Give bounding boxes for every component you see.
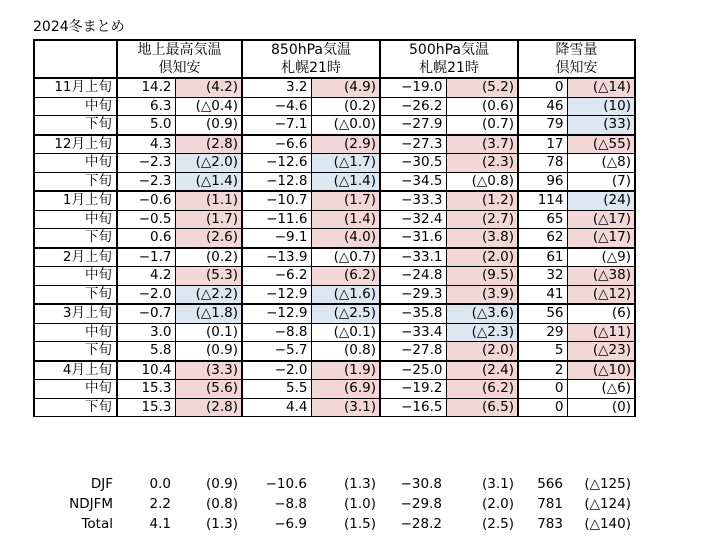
snowfall-anomaly: (△17) <box>567 210 635 229</box>
snowfall-anomaly: (△9) <box>567 248 635 267</box>
row-label: 中旬 <box>34 380 117 399</box>
temp-500hpa-value: −27.9 <box>380 116 446 135</box>
temp-500hpa-value: −29.3 <box>380 285 446 304</box>
surface-max-temp-anomaly: (2.6) <box>175 229 242 248</box>
surface-max-temp-anomaly: (1.1) <box>175 191 242 210</box>
header-snowfall: 降雪量 倶知安 <box>518 40 635 78</box>
temp-850hpa-anomaly: (△2.5) <box>311 304 380 323</box>
summary-row <box>33 494 634 514</box>
summary-t: 4.1 <box>149 516 171 532</box>
snowfall-value: 78 <box>518 154 567 173</box>
snowfall-value: 96 <box>518 172 567 191</box>
summary-sa: (△125) <box>584 476 631 492</box>
header-surface-max-temp: 地上最高気温 倶知安 <box>117 40 242 78</box>
temp-500hpa-value: −19.2 <box>380 380 446 399</box>
summary-p500: −30.8 <box>400 476 442 492</box>
temp-850hpa-anomaly: (2.9) <box>311 135 380 154</box>
temp-850hpa-value: −5.7 <box>242 342 311 361</box>
surface-max-temp-value: −1.7 <box>117 248 175 267</box>
summary-ta: (1.3) <box>205 516 238 532</box>
table-row <box>34 116 635 135</box>
table-row <box>34 323 635 342</box>
temp-500hpa-value: −24.8 <box>380 267 446 286</box>
summary-label: DJF <box>90 476 113 492</box>
temp-500hpa-anomaly: (5.2) <box>446 78 518 97</box>
summary-p850: −10.6 <box>265 476 307 492</box>
row-label: 下旬 <box>34 116 117 135</box>
snowfall-value: 0 <box>518 398 567 417</box>
snowfall-value: 2 <box>518 361 567 380</box>
surface-max-temp-anomaly: (1.7) <box>175 210 242 229</box>
table-row <box>34 304 635 323</box>
surface-max-temp-value: −2.3 <box>117 172 175 191</box>
temp-500hpa-value: −27.8 <box>380 342 446 361</box>
row-label: 中旬 <box>34 267 117 286</box>
temp-850hpa-value: −2.0 <box>242 361 311 380</box>
table-row <box>34 248 635 267</box>
header-500hpa-temp: 500hPa気温 札幌21時 <box>380 40 518 78</box>
surface-max-temp-anomaly: (5.6) <box>175 380 242 399</box>
surface-max-temp-anomaly: (△2.0) <box>175 154 242 173</box>
table-row <box>34 191 635 210</box>
surface-max-temp-anomaly: (2.8) <box>175 135 242 154</box>
surface-max-temp-value: 5.8 <box>117 342 175 361</box>
temp-850hpa-value: −11.6 <box>242 210 311 229</box>
temp-500hpa-value: −33.1 <box>380 248 446 267</box>
surface-max-temp-anomaly: (△1.4) <box>175 172 242 191</box>
temp-850hpa-value: 5.5 <box>242 380 311 399</box>
temp-850hpa-value: −6.6 <box>242 135 311 154</box>
surface-max-temp-anomaly: (3.3) <box>175 361 242 380</box>
snowfall-anomaly: (△6) <box>567 380 635 399</box>
snowfall-value: 5 <box>518 342 567 361</box>
temp-850hpa-value: −6.2 <box>242 267 311 286</box>
table-row <box>34 172 635 191</box>
surface-max-temp-value: 3.0 <box>117 323 175 342</box>
snowfall-anomaly: (10) <box>567 97 635 116</box>
snowfall-value: 79 <box>518 116 567 135</box>
surface-max-temp-value: 5.0 <box>117 116 175 135</box>
temp-850hpa-anomaly: (1.9) <box>311 361 380 380</box>
surface-max-temp-anomaly: (△0.4) <box>175 97 242 116</box>
snowfall-value: 65 <box>518 210 567 229</box>
temp-850hpa-anomaly: (△0.7) <box>311 248 380 267</box>
snowfall-value: 0 <box>518 380 567 399</box>
row-label: 12月上旬 <box>34 135 117 154</box>
temp-500hpa-anomaly: (0.6) <box>446 97 518 116</box>
snowfall-anomaly: (33) <box>567 116 635 135</box>
temp-850hpa-anomaly: (△0.0) <box>311 116 380 135</box>
surface-max-temp-value: 15.3 <box>117 380 175 399</box>
surface-max-temp-anomaly: (4.2) <box>175 78 242 97</box>
temp-850hpa-value: −12.9 <box>242 285 311 304</box>
surface-max-temp-value: −2.3 <box>117 154 175 173</box>
row-label: 中旬 <box>34 210 117 229</box>
row-label: 中旬 <box>34 97 117 116</box>
temp-850hpa-anomaly: (1.7) <box>311 191 380 210</box>
surface-max-temp-value: −0.6 <box>117 191 175 210</box>
snowfall-value: 62 <box>518 229 567 248</box>
snowfall-value: 56 <box>518 304 567 323</box>
snowfall-anomaly: (△11) <box>567 323 635 342</box>
summary-p500: −29.8 <box>400 496 442 512</box>
temp-500hpa-anomaly: (0.7) <box>446 116 518 135</box>
temp-500hpa-anomaly: (△2.3) <box>446 323 518 342</box>
snowfall-anomaly: (△10) <box>567 361 635 380</box>
row-label: 下旬 <box>34 398 117 417</box>
surface-max-temp-value: 14.2 <box>117 78 175 97</box>
surface-max-temp-value: 6.3 <box>117 97 175 116</box>
temp-850hpa-value: −10.7 <box>242 191 311 210</box>
temp-500hpa-anomaly: (3.9) <box>446 285 518 304</box>
row-label: 下旬 <box>34 285 117 304</box>
temp-850hpa-value: −7.1 <box>242 116 311 135</box>
temp-500hpa-anomaly: (2.4) <box>446 361 518 380</box>
temp-500hpa-value: −30.5 <box>380 154 446 173</box>
summary-table <box>33 39 636 417</box>
temp-500hpa-value: −27.3 <box>380 135 446 154</box>
temp-500hpa-value: −25.0 <box>380 361 446 380</box>
summary-t: 2.2 <box>149 496 171 512</box>
table-row <box>34 361 635 380</box>
row-label: 4月上旬 <box>34 361 117 380</box>
snowfall-anomaly: (△38) <box>567 267 635 286</box>
temp-500hpa-anomaly: (1.2) <box>446 191 518 210</box>
summary-label: NDJFM <box>69 496 113 512</box>
temp-500hpa-anomaly: (3.7) <box>446 135 518 154</box>
table-row <box>34 267 635 286</box>
summary-row <box>33 514 634 534</box>
summary-p850a: (1.0) <box>343 496 376 512</box>
snowfall-anomaly: (△8) <box>567 154 635 173</box>
temp-850hpa-value: 3.2 <box>242 78 311 97</box>
snowfall-value: 17 <box>518 135 567 154</box>
temp-500hpa-anomaly: (3.8) <box>446 229 518 248</box>
temp-850hpa-anomaly: (4.0) <box>311 229 380 248</box>
summary-p850a: (1.5) <box>343 516 376 532</box>
snowfall-anomaly: (7) <box>567 172 635 191</box>
temp-500hpa-value: −34.5 <box>380 172 446 191</box>
surface-max-temp-value: −0.7 <box>117 304 175 323</box>
temp-850hpa-anomaly: (△1.4) <box>311 172 380 191</box>
temp-500hpa-value: −31.6 <box>380 229 446 248</box>
summary-p500a: (3.1) <box>481 476 514 492</box>
summary-p500: −28.2 <box>400 516 442 532</box>
row-label: 2月上旬 <box>34 248 117 267</box>
surface-max-temp-value: 15.3 <box>117 398 175 417</box>
snowfall-value: 46 <box>518 97 567 116</box>
surface-max-temp-anomaly: (5.3) <box>175 267 242 286</box>
temp-500hpa-value: −26.2 <box>380 97 446 116</box>
summary-row <box>33 474 634 494</box>
temp-500hpa-anomaly: (2.0) <box>446 248 518 267</box>
temp-500hpa-anomaly: (2.3) <box>446 154 518 173</box>
temp-850hpa-anomaly: (3.1) <box>311 398 380 417</box>
snowfall-anomaly: (24) <box>567 191 635 210</box>
temp-500hpa-value: −35.8 <box>380 304 446 323</box>
table-row <box>34 97 635 116</box>
temp-500hpa-anomaly: (6.5) <box>446 398 518 417</box>
table-row <box>34 398 635 417</box>
temp-500hpa-anomaly: (2.7) <box>446 210 518 229</box>
summary-s: 566 <box>537 476 563 492</box>
surface-max-temp-value: 4.2 <box>117 267 175 286</box>
snowfall-value: 114 <box>518 191 567 210</box>
temp-850hpa-anomaly: (△1.7) <box>311 154 380 173</box>
surface-max-temp-anomaly: (△2.2) <box>175 285 242 304</box>
temp-850hpa-value: −12.9 <box>242 304 311 323</box>
snowfall-value: 61 <box>518 248 567 267</box>
page-title: 2024冬まとめ <box>33 19 125 35</box>
temp-850hpa-anomaly: (0.8) <box>311 342 380 361</box>
row-label: 中旬 <box>34 154 117 173</box>
temp-500hpa-value: −32.4 <box>380 210 446 229</box>
header-850hpa-temp: 850hPa気温 札幌21時 <box>242 40 380 78</box>
table-row <box>34 210 635 229</box>
table-row <box>34 380 635 399</box>
summary-sa: (△140) <box>584 516 631 532</box>
summary-t: 0.0 <box>149 476 171 492</box>
surface-max-temp-value: −0.5 <box>117 210 175 229</box>
temp-850hpa-anomaly: (4.9) <box>311 78 380 97</box>
surface-max-temp-anomaly: (△1.8) <box>175 304 242 323</box>
row-label: 11月上旬 <box>34 78 117 97</box>
table-row <box>34 78 635 97</box>
summary-p850a: (1.3) <box>343 476 376 492</box>
temp-850hpa-value: −9.1 <box>242 229 311 248</box>
summary-s: 781 <box>537 496 563 512</box>
snowfall-value: 0 <box>518 78 567 97</box>
temp-500hpa-value: −19.0 <box>380 78 446 97</box>
row-label-header <box>34 40 117 78</box>
snowfall-value: 29 <box>518 323 567 342</box>
summary-p850: −6.9 <box>274 516 307 532</box>
table-row <box>34 229 635 248</box>
temp-850hpa-anomaly: (6.9) <box>311 380 380 399</box>
summary-p500a: (2.5) <box>481 516 514 532</box>
snowfall-value: 32 <box>518 267 567 286</box>
row-label: 1月上旬 <box>34 191 117 210</box>
temp-850hpa-anomaly: (1.4) <box>311 210 380 229</box>
temp-500hpa-anomaly: (2.0) <box>446 342 518 361</box>
summary-ta: (0.9) <box>205 476 238 492</box>
temp-850hpa-value: −12.6 <box>242 154 311 173</box>
snowfall-anomaly: (△14) <box>567 78 635 97</box>
summary-p850: −8.8 <box>274 496 307 512</box>
temp-850hpa-anomaly: (0.2) <box>311 97 380 116</box>
temp-500hpa-anomaly: (△0.8) <box>446 172 518 191</box>
temp-850hpa-value: −13.9 <box>242 248 311 267</box>
snowfall-anomaly: (△23) <box>567 342 635 361</box>
surface-max-temp-value: 10.4 <box>117 361 175 380</box>
surface-max-temp-value: 4.3 <box>117 135 175 154</box>
surface-max-temp-anomaly: (0.2) <box>175 248 242 267</box>
surface-max-temp-anomaly: (0.9) <box>175 116 242 135</box>
temp-850hpa-value: −12.8 <box>242 172 311 191</box>
surface-max-temp-anomaly: (0.1) <box>175 323 242 342</box>
row-label: 3月上旬 <box>34 304 117 323</box>
summary-sa: (△124) <box>584 496 631 512</box>
snowfall-anomaly: (△12) <box>567 285 635 304</box>
row-label: 中旬 <box>34 323 117 342</box>
temp-500hpa-anomaly: (△3.6) <box>446 304 518 323</box>
summary-s: 783 <box>537 516 563 532</box>
summary-p500a: (2.0) <box>481 496 514 512</box>
snowfall-anomaly: (△17) <box>567 229 635 248</box>
table-row <box>34 342 635 361</box>
row-label: 下旬 <box>34 342 117 361</box>
snowfall-anomaly: (0) <box>567 398 635 417</box>
temp-850hpa-value: −4.6 <box>242 97 311 116</box>
table-row <box>34 285 635 304</box>
summary-ta: (0.8) <box>205 496 238 512</box>
temp-500hpa-anomaly: (9.5) <box>446 267 518 286</box>
seasonal-summary <box>33 474 634 534</box>
surface-max-temp-value: 0.6 <box>117 229 175 248</box>
surface-max-temp-value: −2.0 <box>117 285 175 304</box>
temp-850hpa-value: 4.4 <box>242 398 311 417</box>
snowfall-anomaly: (△55) <box>567 135 635 154</box>
temp-850hpa-anomaly: (△1.6) <box>311 285 380 304</box>
surface-max-temp-anomaly: (0.9) <box>175 342 242 361</box>
temp-500hpa-anomaly: (6.2) <box>446 380 518 399</box>
temp-500hpa-value: −33.3 <box>380 191 446 210</box>
row-label: 下旬 <box>34 229 117 248</box>
temp-850hpa-anomaly: (△0.1) <box>311 323 380 342</box>
table-row <box>34 135 635 154</box>
snowfall-anomaly: (6) <box>567 304 635 323</box>
temp-500hpa-value: −33.4 <box>380 323 446 342</box>
temp-850hpa-value: −8.8 <box>242 323 311 342</box>
temp-850hpa-anomaly: (6.2) <box>311 267 380 286</box>
temp-500hpa-value: −16.5 <box>380 398 446 417</box>
surface-max-temp-anomaly: (2.8) <box>175 398 242 417</box>
table-row <box>34 154 635 173</box>
snowfall-value: 41 <box>518 285 567 304</box>
summary-label: Total <box>81 516 113 532</box>
row-label: 下旬 <box>34 172 117 191</box>
